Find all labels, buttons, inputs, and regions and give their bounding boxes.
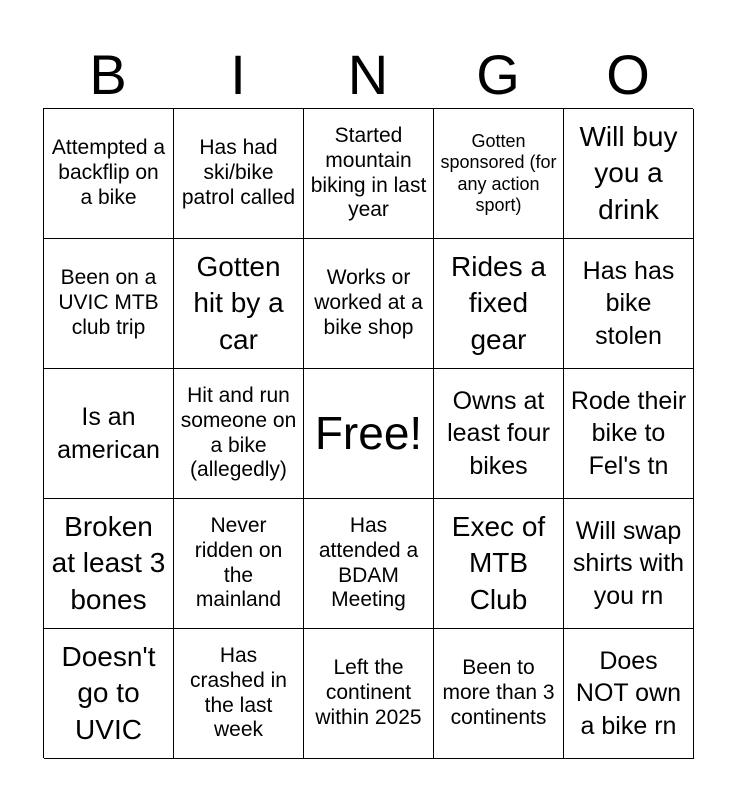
bingo-cell[interactable]: Been to more than 3 continents [434,629,564,759]
bingo-cell[interactable]: Has crashed in the last week [174,629,304,759]
bingo-cell[interactable]: Is an american [44,369,174,499]
bingo-cell[interactable]: Doesn't go to UVIC [44,629,174,759]
bingo-cell[interactable]: Works or worked at a bike shop [304,239,434,369]
bingo-cell[interactable]: Has had ski/bike patrol called [174,109,304,239]
bingo-grid [43,108,693,758]
bingo-cell[interactable]: Rode their bike to Fel's tn [564,369,694,499]
bingo-cell[interactable]: Left the continent within 2025 [304,629,434,759]
bingo-cell[interactable]: Has attended a BDAM Meeting [304,499,434,629]
bingo-cell[interactable]: Will buy you a drink [564,109,694,239]
bingo-cell[interactable]: Exec of MTB Club [434,499,564,629]
bingo-cell[interactable]: Broken at least 3 bones [44,499,174,629]
header-letter-o: O [606,43,650,106]
bingo-cell[interactable]: Will swap shirts with you rn [564,499,694,629]
header-letter-i: I [230,43,246,106]
bingo-cell[interactable]: Never ridden on the mainland [174,499,304,629]
bingo-header [43,42,693,108]
free-space-cell[interactable]: Free! [304,369,434,499]
bingo-cell[interactable]: Started mountain biking in last year [304,109,434,239]
bingo-cell[interactable]: Attempted a backflip on a bike [44,109,174,239]
bingo-cell[interactable]: Owns at least four bikes [434,369,564,499]
header-letter-n: N [347,43,389,106]
bingo-cell[interactable]: Been on a UVIC MTB club trip [44,239,174,369]
bingo-cell[interactable]: Gotten sponsored (for any action sport) [434,109,564,239]
header-letter-b: B [89,43,127,106]
bingo-cell[interactable]: Does NOT own a bike rn [564,629,694,759]
bingo-cell[interactable]: Has has bike stolen [564,239,694,369]
bingo-cell[interactable]: Gotten hit by a car [174,239,304,369]
bingo-cell[interactable]: Rides a fixed gear [434,239,564,369]
header-letter-g: G [476,43,520,106]
bingo-cell[interactable]: Hit and run someone on a bike (allegedly) [174,369,304,499]
